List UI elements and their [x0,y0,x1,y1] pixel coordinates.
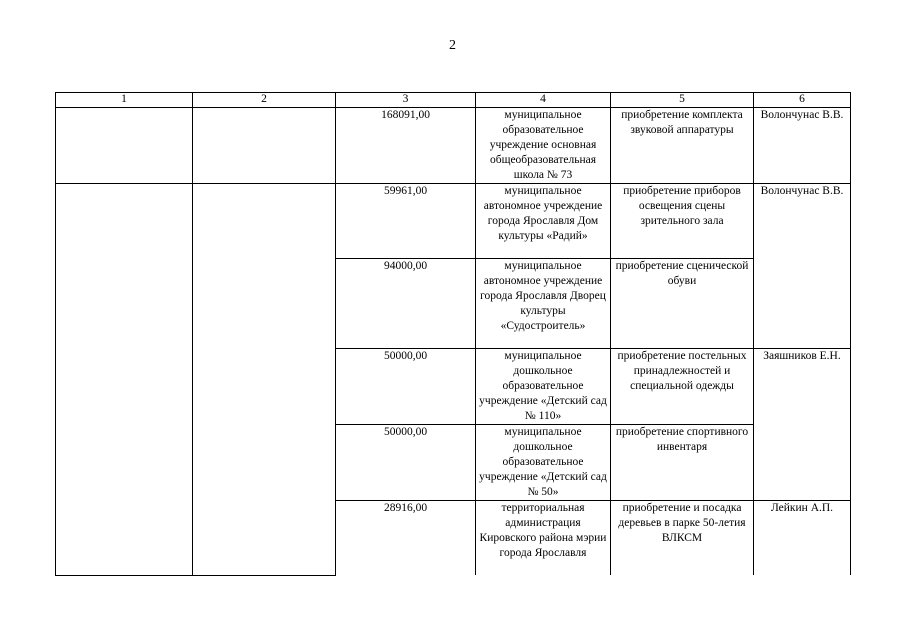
amount-cell: 94000,00 [336,259,476,349]
responsible-cell: Лейкин А.П. [754,501,851,576]
empty-cell [56,108,193,184]
institution-cell: муниципальное дошкольное образовательное учреждение «Детский сад № 110» [476,349,611,425]
funding-table [55,92,851,576]
column-header-5: 5 [611,93,754,108]
empty-cell [193,108,336,184]
purpose-cell: приобретение постельных принадлежностей и специальной одежды [611,349,754,425]
purpose-cell: приобретение приборов освещения сцены зрительного зала [611,184,754,259]
institution-cell: муниципальное дошкольное образовательное учреждение «Детский сад № 50» [476,425,611,501]
column-header-3: 3 [336,93,476,108]
amount-cell: 50000,00 [336,425,476,501]
purpose-cell: приобретение спортивного инвентаря [611,425,754,501]
purpose-cell: приобретение и посадка деревьев в парке 50-летия ВЛКСМ [611,501,754,576]
empty-merged-cell [56,184,193,576]
column-header-2: 2 [193,93,336,108]
page-number: 2 [449,38,456,53]
amount-cell: 28916,00 [336,501,476,576]
purpose-cell: приобретение сценической обуви [611,259,754,349]
table-row [56,184,851,259]
column-header-1: 1 [56,93,193,108]
responsible-cell: Волончунас В.В. [754,184,851,349]
amount-cell: 50000,00 [336,349,476,425]
institution-cell: территориальная администрация Кировского района мэрии города Ярославля [476,501,611,576]
purpose-cell: приобретение комплекта звуковой аппаратуры [611,108,754,184]
empty-merged-cell [193,184,336,576]
responsible-cell: Заяшников Е.Н. [754,349,851,501]
amount-cell: 168091,00 [336,108,476,184]
institution-cell: муниципальное автономное учреждение города Ярославля Дворец культуры «Судостроитель» [476,259,611,349]
institution-cell: муниципальное образовательное учреждение основная общеобразовательная школа № 73 [476,108,611,184]
column-header-4: 4 [476,93,611,108]
column-header-6: 6 [754,93,851,108]
amount-cell: 59961,00 [336,184,476,259]
institution-cell: муниципальное автономное учреждение города Ярославля Дом культуры «Радий» [476,184,611,259]
responsible-cell: Волончунас В.В. [754,108,851,184]
table-row [56,108,851,184]
header-row [56,93,851,108]
